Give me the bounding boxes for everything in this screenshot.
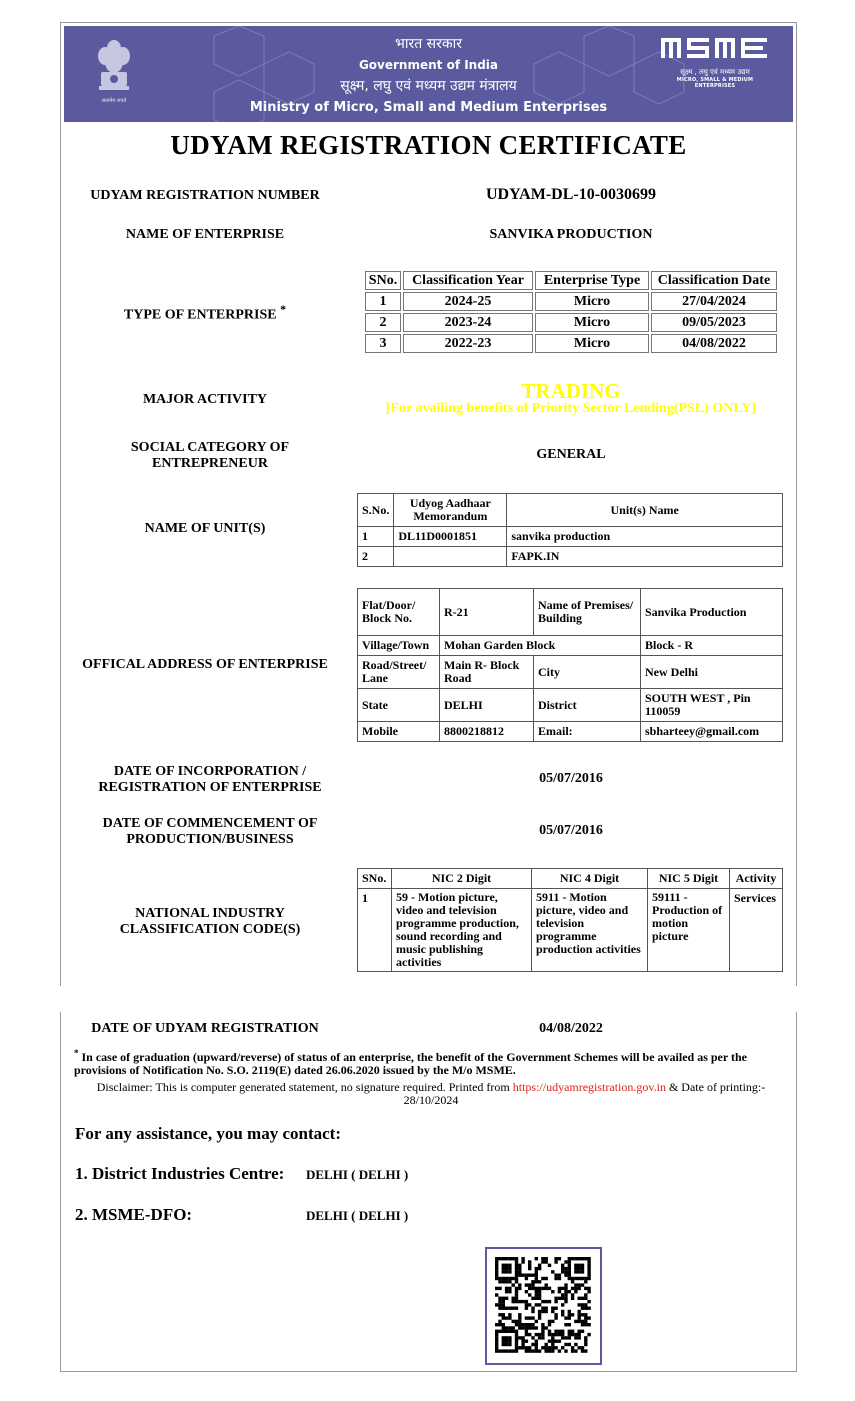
address-label: OFFICAL ADDRESS OF ENTERPRISE [82, 657, 328, 672]
table-cell: Village/Town [358, 636, 440, 656]
table-cell: Micro [535, 292, 649, 311]
dic-value: DELHI ( DELHI ) [306, 1167, 409, 1182]
msme-logo [659, 36, 771, 89]
table-cell: Mohan Garden Block [440, 636, 641, 656]
table-row [365, 313, 777, 332]
table-header-cell: Classification Date [651, 271, 777, 290]
graduation-footnote: * In case of graduation (upward/reverse) of status of an enterprise, the benefit of the Government Schemes will be availed as per the provisions of Notification No. S.O. 2119(E) dated 26.06.2020 issued by the M/o MSME. [74, 1048, 747, 1077]
table-row [358, 636, 783, 656]
udyam-registration-value: 04/08/2022 [539, 1021, 603, 1036]
classification-table [363, 269, 779, 355]
table-cell: Name of Premises/ Building [534, 589, 641, 636]
table-cell: 1 [358, 889, 392, 972]
table-cell: Mobile [358, 722, 440, 742]
assistance-heading: For any assistance, you may contact: [75, 1124, 341, 1143]
table-cell: 8800218812 [440, 722, 534, 742]
table-header-row [365, 271, 777, 290]
table-cell: New Delhi [641, 656, 783, 689]
major-activity-value [358, 379, 784, 417]
table-cell: Block - R [641, 636, 783, 656]
units-table [357, 493, 783, 567]
table-cell [394, 547, 507, 567]
nic-table [357, 868, 783, 972]
table-row [358, 656, 783, 689]
table-cell: Services [730, 889, 783, 972]
table-header-cell: Classification Year [403, 271, 533, 290]
table-cell: 1 [358, 527, 394, 547]
table-cell: R-21 [440, 589, 534, 636]
dfo-value: DELHI ( DELHI ) [306, 1208, 409, 1223]
table-header-cell: Enterprise Type [535, 271, 649, 290]
table-header-cell: SNo. [358, 869, 392, 889]
msme-logo-icon [659, 36, 771, 60]
table-header-cell: S.No. [358, 494, 394, 527]
table-row [358, 589, 783, 636]
certificate-title: UDYAM REGISTRATION CERTIFICATE [170, 130, 687, 160]
table-cell: 2 [365, 313, 401, 332]
table-cell: 27/04/2024 [651, 292, 777, 311]
table-cell: Sanvika Production [641, 589, 783, 636]
table-cell: 2022-23 [403, 334, 533, 353]
table-header-cell: NIC 5 Digit [648, 869, 730, 889]
table-cell: Micro [535, 313, 649, 332]
table-cell: 59111 - Production of motion picture [648, 889, 730, 972]
major-activity-text: TRADING [521, 379, 621, 403]
table-row [358, 889, 783, 972]
table-cell: State [358, 689, 440, 722]
table-row [358, 527, 783, 547]
msme-logo-subtitle: MICRO, SMALL & MEDIUM ENTERPRISES [676, 77, 754, 89]
svg-text:सत्यमेव जयते: सत्यमेव जयते [101, 98, 127, 104]
ministry-text: Ministry of Micro, Small and Medium Enterprises [249, 100, 608, 115]
table-cell: 04/08/2022 [651, 334, 777, 353]
table-row [358, 689, 783, 722]
table-cell: FAPK.IN [507, 547, 783, 567]
reg-number-label: UDYAM REGISTRATION NUMBER [90, 188, 320, 203]
address-table [357, 588, 783, 742]
dfo-label: 2. MSME-DFO: [75, 1205, 193, 1224]
table-header-cell: NIC 4 Digit [532, 869, 648, 889]
table-cell: 2 [358, 547, 394, 567]
reg-number-value: UDYAM-DL-10-0030699 [485, 186, 657, 203]
government-text: Government of India [358, 58, 499, 72]
udyam-registration-label: DATE OF UDYAM REGISTRATION [91, 1021, 319, 1036]
incorporation-value: 05/07/2016 [539, 771, 603, 786]
table-header-cell: Activity [730, 869, 783, 889]
social-category-value: GENERAL [536, 447, 606, 462]
udyam-portal-link[interactable]: https://udyamregistration.gov.in [512, 1080, 666, 1094]
hindi-government-text: भारत सरकार [395, 36, 462, 52]
government-banner [64, 26, 793, 122]
enterprise-name-label: NAME OF ENTERPRISE [125, 227, 285, 242]
table-cell: sanvika production [507, 527, 783, 547]
table-cell: sbharteey@gmail.com [641, 722, 783, 742]
table-cell: City [534, 656, 641, 689]
table-header-cell: SNo. [365, 271, 401, 290]
msme-logo-hindi: सूक्ष्म , लघु एवं मध्यम उद्यम [680, 68, 750, 76]
hindi-ministry-text: सूक्ष्म, लघु एवं मध्यम उद्यम मंत्रालय [340, 78, 517, 94]
units-label: NAME OF UNIT(S) [144, 521, 266, 536]
table-header-row [358, 494, 783, 527]
major-activity-label: MAJOR ACTIVITY [142, 392, 268, 407]
table-cell: 59 - Motion picture, video and television programme production, sound recording and music publishing activities [392, 889, 532, 972]
table-row [365, 334, 777, 353]
table-row [358, 547, 783, 567]
nic-label: NATIONAL INDUSTRY CLASSIFICATION CODE(S) [119, 906, 301, 937]
table-row [365, 292, 777, 311]
table-cell: Road/Street/ Lane [358, 656, 440, 689]
disclaimer: Disclaimer: This is computer generated statement, no signature required. Printed from https://udyamregistration.gov.in & Date of printing:- 28/10/2024 [96, 1080, 766, 1107]
table-cell: DELHI [440, 689, 534, 722]
table-cell: 3 [365, 334, 401, 353]
table-cell: 1 [365, 292, 401, 311]
social-category-label: SOCIAL CATEGORY OF ENTREPRENEUR [130, 440, 290, 471]
commencement-label: DATE OF COMMENCEMENT OF PRODUCTION/BUSINESS [102, 816, 318, 847]
commencement-value: 05/07/2016 [539, 823, 603, 838]
incorporation-label: DATE OF INCORPORATION / REGISTRATION OF ENTERPRISE [98, 764, 322, 795]
table-cell: District [534, 689, 641, 722]
table-cell: 2024-25 [403, 292, 533, 311]
table-cell: Micro [535, 334, 649, 353]
table-header-cell: Unit(s) Name [507, 494, 783, 527]
table-cell: SOUTH WEST , Pin 110059 [641, 689, 783, 722]
enterprise-type-label: TYPE OF ENTERPRISE * [123, 302, 287, 323]
table-cell: Main R- Block Road [440, 656, 534, 689]
enterprise-name-value: SANVIKA PRODUCTION [489, 227, 653, 242]
table-cell: Flat/Door/ Block No. [358, 589, 440, 636]
table-row [358, 722, 783, 742]
table-cell: DL11D0001851 [394, 527, 507, 547]
table-header-cell: Udyog Aadhaar Memorandum [394, 494, 507, 527]
table-header-row [358, 869, 783, 889]
dic-label: 1. District Industries Centre: [75, 1164, 285, 1183]
table-cell: Email: [534, 722, 641, 742]
table-cell: 2023-24 [403, 313, 533, 332]
table-cell: 5911 - Motion picture, video and television programme production activities [532, 889, 648, 972]
table-cell: 09/05/2023 [651, 313, 777, 332]
qr-code-icon [485, 1247, 602, 1365]
table-header-cell: NIC 2 Digit [392, 869, 532, 889]
psl-note: [For availing benefits of Priority Sector Lending(PSL) ONLY] [385, 401, 757, 416]
